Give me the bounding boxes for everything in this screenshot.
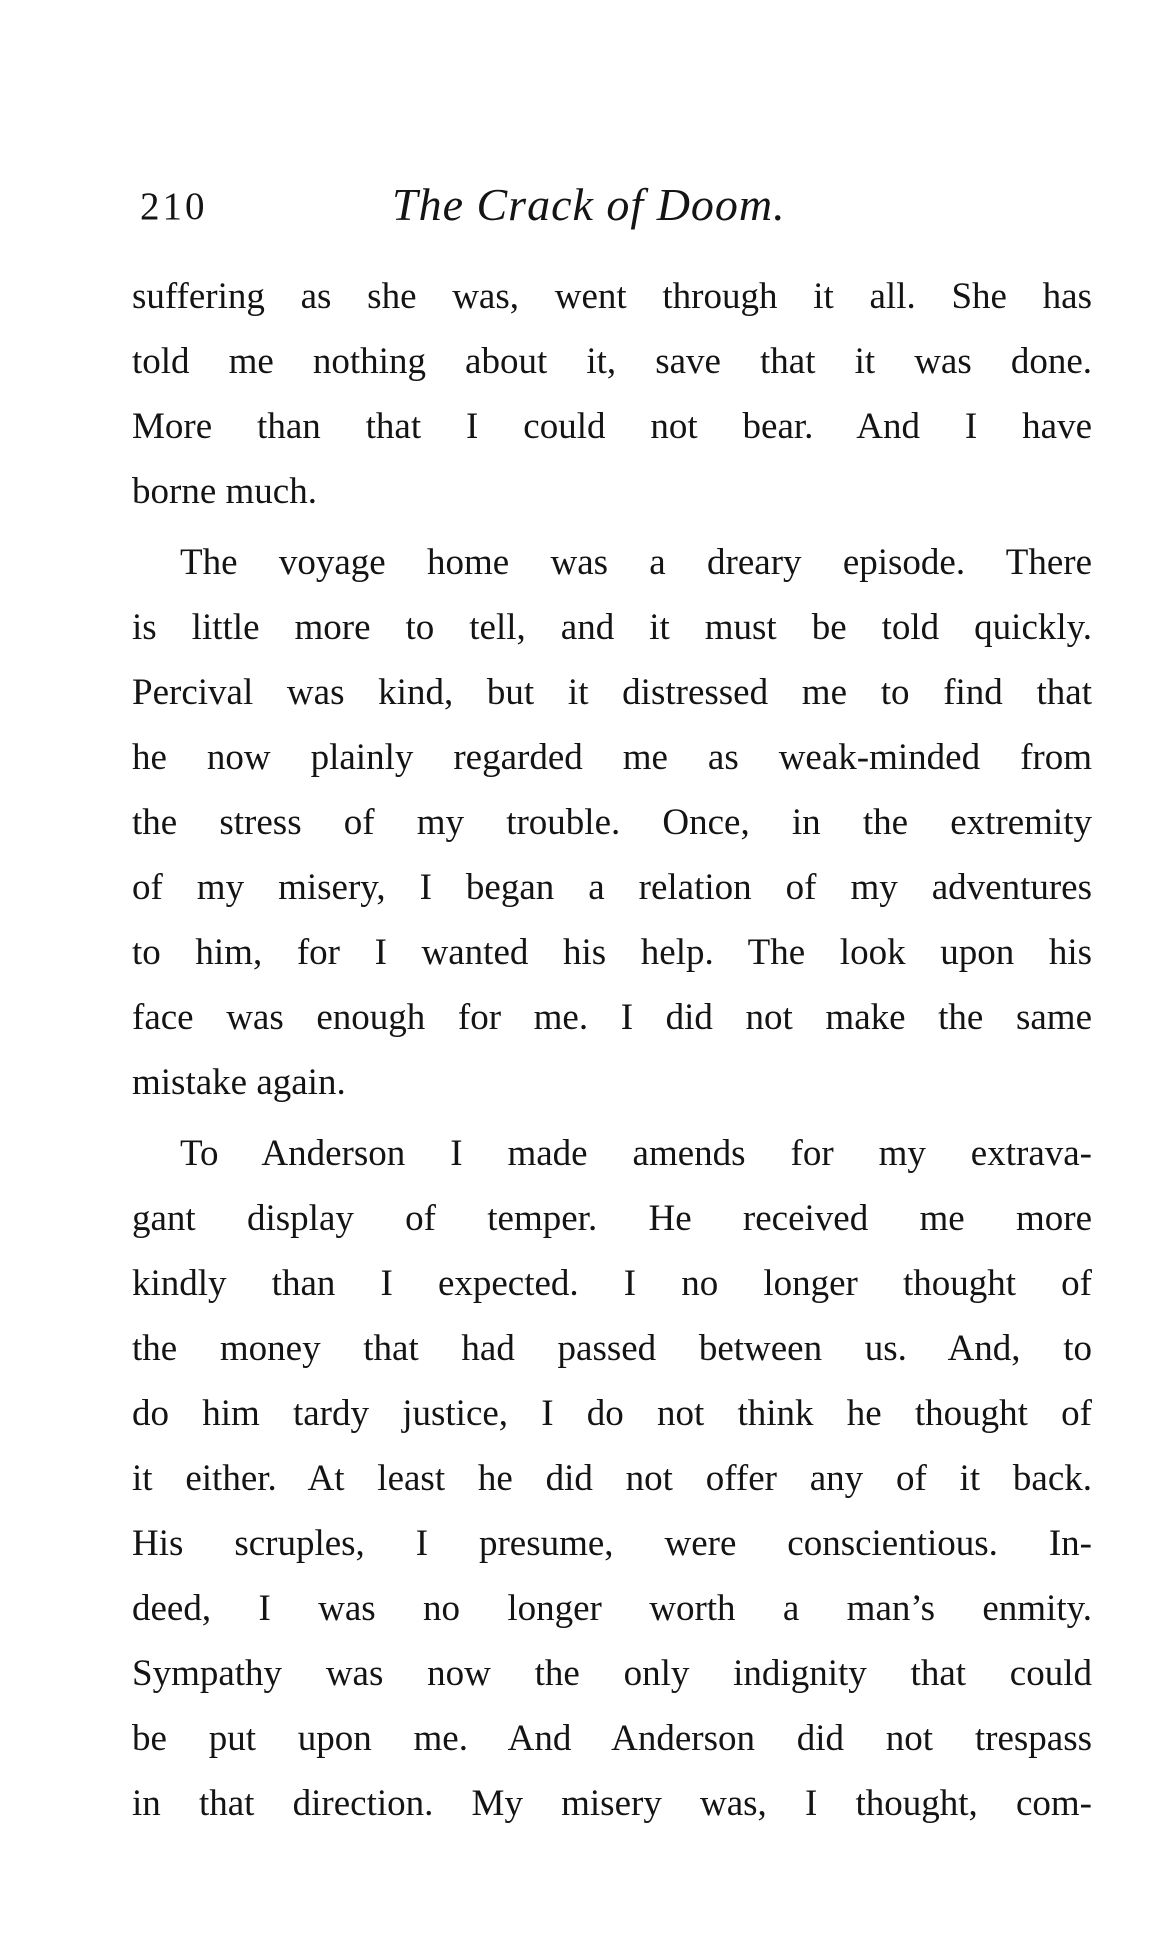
running-title: The Crack of Doom. (392, 179, 786, 230)
text-line: told me nothing about it, save that it was done. (132, 341, 1092, 382)
text-line: is little more to tell, and it must be told quickly. (132, 607, 1092, 648)
text-line: to him, for I wanted his help. The look upon his (132, 932, 1092, 973)
paragraph-2 (132, 530, 1092, 1115)
text-line: gant display of temper. He received me more (132, 1198, 1092, 1239)
text-line: do him tardy justice, I do not think he thought of (132, 1393, 1092, 1434)
text-line: mistake again. (132, 1062, 346, 1103)
text-line: the stress of my trouble. Once, in the extremity (132, 802, 1092, 843)
text-line: borne much. (132, 471, 317, 512)
text-line: face was enough for me. I did not make the same (132, 997, 1092, 1038)
text-line: suffering as she was, went through it all. She has (132, 276, 1092, 317)
paragraph-3 (132, 1121, 1092, 1836)
text-line: Percival was kind, but it distressed me to find that (132, 672, 1092, 713)
running-head (134, 178, 1094, 248)
text-line: kindly than I expected. I no longer thought of (132, 1263, 1092, 1304)
text-line: he now plainly regarded me as weak-minded from (132, 737, 1092, 778)
text-line: of my misery, I began a relation of my adventures (132, 867, 1092, 908)
paragraph-1 (132, 264, 1092, 524)
text-line: The voyage home was a dreary episode. There (180, 542, 1092, 583)
page-number: 210 (140, 185, 208, 228)
text-line: the money that had passed between us. And, to (132, 1328, 1092, 1369)
text-line: Sympathy was now the only indignity that could (132, 1653, 1092, 1694)
text-line: it either. At least he did not offer any of it back. (132, 1458, 1092, 1499)
text-line: deed, I was no longer worth a man’s enmity. (132, 1588, 1092, 1629)
text-line: His scruples, I presume, were conscientious. In- (132, 1523, 1092, 1564)
text-line: in that direction. My misery was, I thought, com- (132, 1783, 1092, 1824)
text-line: More than that I could not bear. And I have (132, 406, 1092, 447)
body-text (132, 264, 1092, 1836)
text-line: be put upon me. And Anderson did not trespass (132, 1718, 1092, 1759)
text-line: To Anderson I made amends for my extrava- (180, 1133, 1092, 1174)
